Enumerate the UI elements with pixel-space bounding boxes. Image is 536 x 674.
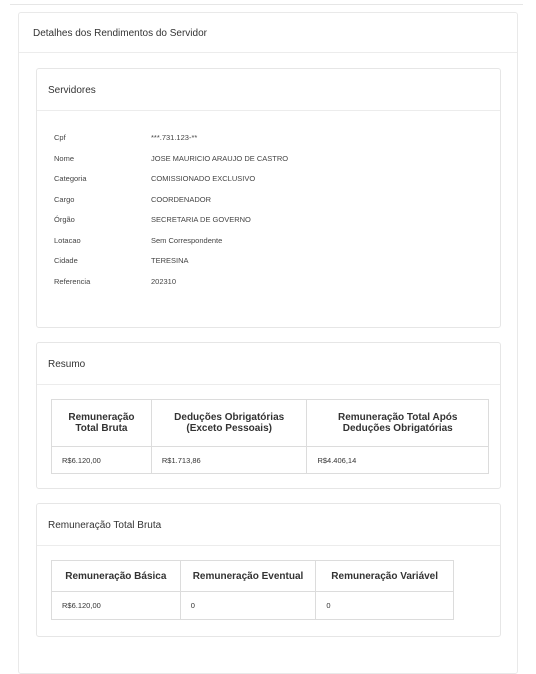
info-value: Sem Correspondente — [151, 235, 223, 245]
info-label: Cpf — [54, 133, 66, 142]
resumo-title: Resumo — [37, 343, 500, 385]
header-remuneracao-basica: Remuneração Básica — [52, 561, 181, 592]
table-header-row — [52, 400, 489, 447]
info-value: COMISSIONADO EXCLUSIVO — [151, 174, 256, 183]
header-remuneracao-variavel: Remuneração Variável — [316, 561, 454, 592]
header-remuneracao-total-bruta: Remuneração Total Bruta — [52, 400, 152, 447]
info-value: 202310 — [151, 276, 177, 286]
rendimentos-panel — [18, 12, 518, 674]
remuneracao-bruta-table — [51, 560, 454, 620]
servidores-title: Servidores — [37, 69, 500, 111]
info-value: JOSE MAURICIO ARAUJO DE CASTRO — [151, 153, 289, 163]
servidores-card — [36, 68, 501, 328]
remuneracao-bruta-title: Remuneração Total Bruta — [37, 504, 500, 546]
resumo-table — [51, 399, 489, 474]
top-divider — [10, 4, 523, 5]
info-label: Lotacao — [54, 235, 81, 245]
table-row — [52, 447, 489, 474]
page-title: Detalhes dos Rendimentos do Servidor — [19, 13, 517, 53]
cell-remuneracao-variavel: 0 — [316, 592, 454, 620]
info-value: ***.731.123-** — [151, 133, 198, 142]
info-value: COORDENADOR — [151, 194, 212, 204]
info-value: TERESINA — [151, 256, 189, 265]
header-deducoes-obrigatorias: Deduções Obrigatórias (Exceto Pessoais) — [151, 400, 307, 447]
cell-remuneracao-basica: R$6.120,00 — [52, 592, 181, 620]
info-label: Órgão — [54, 215, 75, 224]
table-header-row — [52, 561, 454, 592]
remuneracao-bruta-card — [36, 503, 501, 637]
info-label: Referencia — [54, 276, 91, 286]
header-remuneracao-eventual: Remuneração Eventual — [180, 561, 316, 592]
info-label: Categoria — [54, 174, 87, 183]
info-label: Cargo — [54, 194, 75, 204]
table-row — [52, 592, 454, 620]
info-label: Cidade — [54, 256, 78, 265]
cell-remuneracao-eventual: 0 — [180, 592, 316, 620]
cell-total-bruta: R$6.120,00 — [52, 447, 152, 474]
resumo-card — [36, 342, 501, 489]
info-label: Nome — [54, 153, 75, 163]
info-value: SECRETARIA DE GOVERNO — [151, 215, 251, 224]
cell-total-apos-deducoes: R$4.406,14 — [307, 447, 489, 474]
header-remuneracao-apos-deducoes: Remuneração Total Após Deduções Obrigatórias — [307, 400, 489, 447]
cell-deducoes: R$1.713,86 — [151, 447, 307, 474]
